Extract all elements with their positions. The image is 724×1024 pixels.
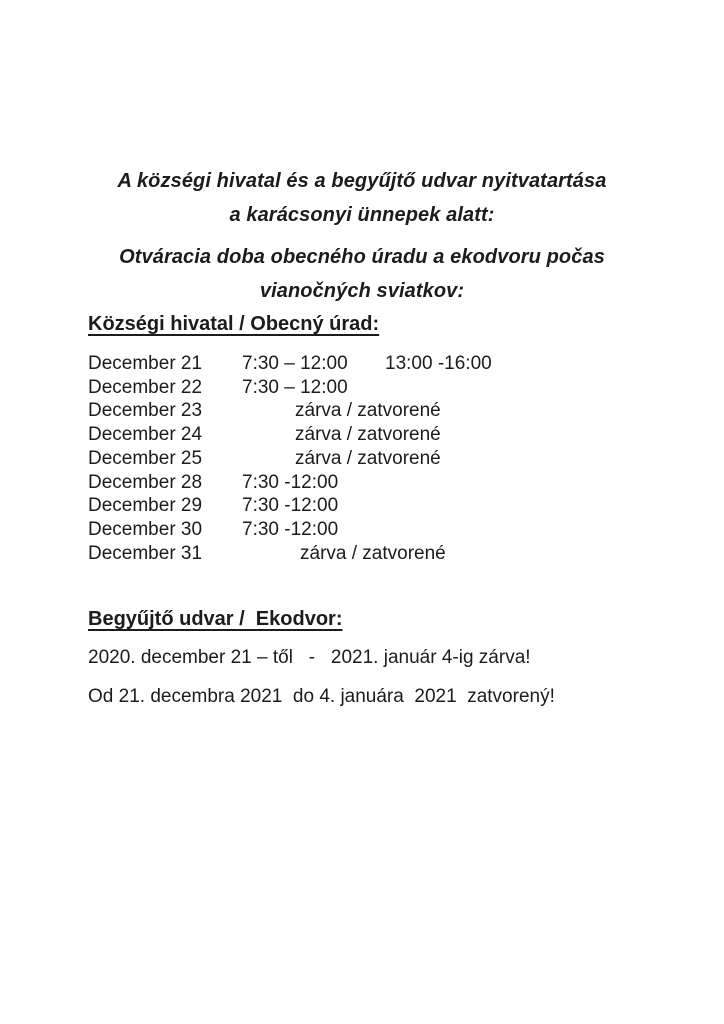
row-morning-hours: 7:30 – 12:00: [242, 353, 348, 374]
row-afternoon-hours: 13:00 -16:00: [385, 353, 492, 374]
table-row: [88, 376, 684, 400]
document-title: [0, 164, 724, 308]
table-row: [88, 542, 684, 566]
table-row: [88, 352, 684, 376]
ekodvor-closure-line-sk: Od 21. decembra 2021 do 4. januára 2021 zatvorený!: [88, 686, 555, 707]
table-row: [88, 518, 684, 542]
row-date: December 28: [88, 471, 203, 493]
title-hungarian: [0, 164, 724, 232]
row-date: December 23: [88, 400, 203, 422]
table-row: [88, 471, 684, 495]
table-row: [88, 399, 684, 423]
row-date: December 31: [88, 542, 203, 564]
title-hu-line-1: A községi hivatal és a begyűjtő udvar nyitvatartása: [117, 170, 607, 192]
row-closed-status: zárva / zatvorené: [295, 447, 441, 469]
row-closed-status: zárva / zatvorené: [300, 542, 446, 564]
row-date: December 29: [88, 495, 203, 517]
office-section-heading: Községi hivatal / Obecný úrad:: [88, 313, 380, 335]
title-sk-line-2: vianočných sviatkov:: [259, 280, 465, 302]
row-morning-hours: 7:30 -12:00: [242, 518, 339, 540]
table-row: [88, 423, 684, 447]
row-morning-hours: 7:30 -12:00: [242, 471, 339, 493]
row-closed-status: zárva / zatvorené: [295, 424, 441, 446]
table-row: [88, 447, 684, 471]
row-date: December 25: [88, 447, 203, 469]
row-morning-hours: 7:30 – 12:00: [242, 376, 348, 398]
row-date: December 24: [88, 424, 203, 446]
ekodvor-closure-line-hu: 2020. december 21 – től - 2021. január 4-ig zárva!: [88, 647, 531, 668]
row-date: December 22: [88, 376, 203, 398]
row-closed-status: zárva / zatvorené: [295, 400, 441, 422]
title-slovak: [0, 240, 724, 308]
row-date: December 30: [88, 518, 203, 540]
row-date: December 21: [88, 353, 203, 374]
row-morning-hours: 7:30 -12:00: [242, 495, 339, 517]
title-sk-line-1: Otváracia doba obecného úradu a ekodvoru počas: [119, 246, 605, 268]
title-hu-line-2: a karácsonyi ünnepek alatt:: [229, 204, 495, 226]
office-schedule-table: [88, 352, 684, 565]
ekodvor-section-heading: Begyűjtő udvar / Ekodvor:: [88, 608, 343, 630]
table-row: [88, 494, 684, 518]
